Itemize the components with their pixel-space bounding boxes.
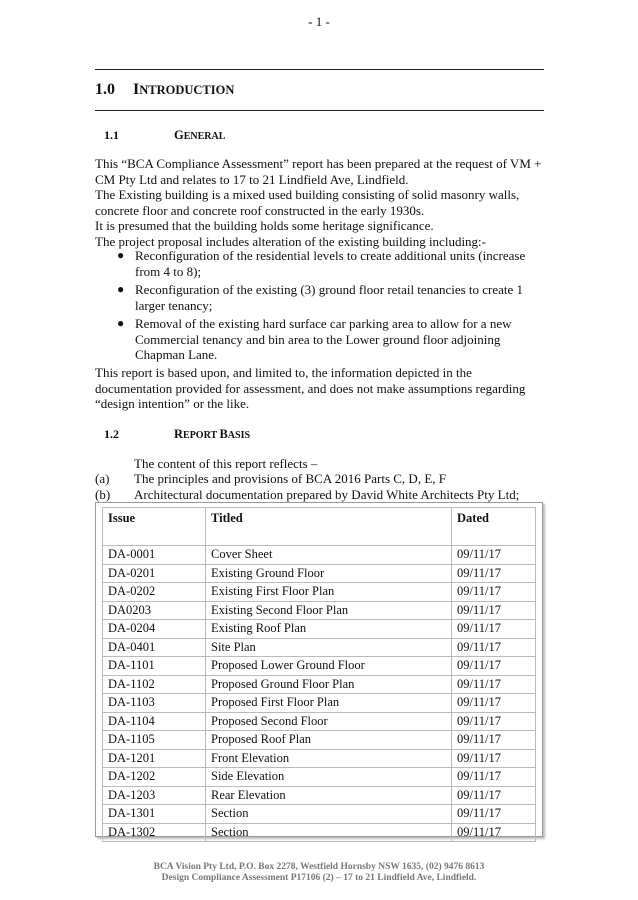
subsection-title-initial: R bbox=[174, 427, 184, 441]
item-label: (b) bbox=[95, 486, 111, 502]
cell-titled: Proposed Lower Ground Floor bbox=[206, 657, 452, 676]
cell-titled: Existing First Floor Plan bbox=[206, 583, 452, 602]
subsection-number: 1.2 bbox=[104, 427, 119, 441]
table-row bbox=[103, 694, 536, 713]
table-row bbox=[103, 805, 536, 824]
footer-line: Design Compliance Assessment P17106 (2) – 17 to 21 Lindfield Ave, Lindfield. bbox=[161, 873, 477, 883]
list-item-text: Reconfiguration of the existing (3) ground floor retail tenancies to create 1 larger tenancy; bbox=[135, 282, 524, 313]
table-row bbox=[103, 823, 536, 842]
table-row bbox=[103, 546, 536, 565]
cell-titled: Side Elevation bbox=[206, 768, 452, 787]
bullet-icon: ● bbox=[117, 316, 125, 330]
list-item bbox=[95, 471, 519, 487]
item-label: (a) bbox=[95, 471, 110, 486]
documentation-table-frame bbox=[95, 502, 543, 837]
section-title-initial: I bbox=[133, 81, 140, 98]
subsection-title-part: ASIS bbox=[227, 430, 251, 441]
table-row bbox=[103, 731, 536, 750]
list-item-text: Removal of the existing hard surface car parking area to allow for a new Commercial tenancy and bin area to the Lower ground floor adjoining Chapman Lane. bbox=[135, 316, 512, 362]
cell-issue: DA0203 bbox=[103, 601, 206, 620]
list-item bbox=[95, 248, 545, 279]
section-number: 1.0 bbox=[95, 81, 115, 98]
cell-titled: Cover Sheet bbox=[206, 546, 452, 565]
cell-issue: DA-1202 bbox=[103, 768, 206, 787]
report-basis-items bbox=[95, 471, 519, 502]
bullet-icon: ● bbox=[117, 282, 125, 296]
cell-dated: 09/11/17 bbox=[452, 620, 536, 639]
cell-dated: 09/11/17 bbox=[452, 786, 536, 805]
report-basis-intro: The content of this report reflects – bbox=[134, 456, 318, 471]
column-header-titled: Titled bbox=[206, 508, 452, 546]
subsection-general-heading bbox=[104, 128, 225, 143]
subsection-title-initial: G bbox=[174, 128, 184, 142]
cell-issue: DA-0401 bbox=[103, 638, 206, 657]
list-item bbox=[95, 282, 545, 313]
cell-dated: 09/11/17 bbox=[452, 805, 536, 824]
proposal-bullet-list bbox=[95, 248, 545, 366]
cell-titled: Section bbox=[206, 823, 452, 842]
list-item-text: Reconfiguration of the residential levels to create additional units (increase from 4 to 8); bbox=[135, 248, 526, 279]
cell-issue: DA-0204 bbox=[103, 620, 206, 639]
cell-titled: Existing Ground Floor bbox=[206, 564, 452, 583]
table-row bbox=[103, 657, 536, 676]
table-row bbox=[103, 749, 536, 768]
cell-dated: 09/11/17 bbox=[452, 694, 536, 713]
heading-bottom-rule bbox=[95, 110, 544, 111]
table-row bbox=[103, 712, 536, 731]
item-text: The principles and provisions of BCA 2016 Parts C, D, E, F bbox=[134, 471, 446, 486]
footer-line: BCA Vision Pty Ltd, P.O. Box 2278, Westfield Hornsby NSW 1635, (02) 9476 8613 bbox=[153, 862, 485, 872]
list-item bbox=[95, 487, 519, 503]
cell-issue: DA-1103 bbox=[103, 694, 206, 713]
table-body bbox=[103, 546, 536, 842]
list-item bbox=[95, 316, 545, 363]
table-header-row bbox=[103, 508, 536, 546]
general-paragraphs bbox=[95, 156, 545, 249]
subsection-title-initial: B bbox=[219, 427, 228, 441]
subsection-report-basis-heading bbox=[104, 427, 250, 442]
cell-dated: 09/11/17 bbox=[452, 768, 536, 787]
cell-titled: Site Plan bbox=[206, 638, 452, 657]
table-row bbox=[103, 564, 536, 583]
paragraph: This “BCA Compliance Assessment” report has been prepared at the request of VM + CM Pty Ltd and relates to 17 to 21 Lindfield Ave, Lindfield. bbox=[95, 156, 542, 187]
cell-dated: 09/11/17 bbox=[452, 546, 536, 565]
cell-titled: Existing Second Floor Plan bbox=[206, 601, 452, 620]
bullet-icon: ● bbox=[117, 248, 125, 262]
column-header-issue: Issue bbox=[103, 508, 206, 546]
table-row bbox=[103, 786, 536, 805]
section-heading bbox=[95, 81, 234, 99]
table-row bbox=[103, 601, 536, 620]
column-header-dated: Dated bbox=[452, 508, 536, 546]
paragraph: It is presumed that the building holds some heritage significance. bbox=[95, 218, 434, 233]
cell-issue: DA-0201 bbox=[103, 564, 206, 583]
cell-titled: Rear Elevation bbox=[206, 786, 452, 805]
table-row bbox=[103, 675, 536, 694]
table-row bbox=[103, 638, 536, 657]
subsection-title-rest: ENERAL bbox=[183, 131, 226, 142]
cell-dated: 09/11/17 bbox=[452, 657, 536, 676]
cell-issue: DA-0001 bbox=[103, 546, 206, 565]
cell-titled: Proposed First Floor Plan bbox=[206, 694, 452, 713]
cell-titled: Proposed Second Floor bbox=[206, 712, 452, 731]
cell-issue: DA-1301 bbox=[103, 805, 206, 824]
cell-issue: DA-1203 bbox=[103, 786, 206, 805]
cell-issue: DA-1201 bbox=[103, 749, 206, 768]
table-row bbox=[103, 620, 536, 639]
cell-dated: 09/11/17 bbox=[452, 749, 536, 768]
cell-dated: 09/11/17 bbox=[452, 823, 536, 842]
cell-dated: 09/11/17 bbox=[452, 712, 536, 731]
subsection-number: 1.1 bbox=[104, 128, 119, 142]
closing-paragraph: This report is based upon, and limited to, the information depicted in the documentation provided for assessment, and does not make assumptions regarding “design intention” or the like. bbox=[95, 365, 526, 411]
heading-top-rule bbox=[95, 69, 544, 70]
paragraph: The Existing building is a mixed used building consisting of solid masonry walls, concrete floor and concrete roof constructed in the early 1930s. bbox=[95, 187, 520, 218]
cell-issue: DA-1302 bbox=[103, 823, 206, 842]
cell-issue: DA-1105 bbox=[103, 731, 206, 750]
table-row bbox=[103, 768, 536, 787]
cell-titled: Existing Roof Plan bbox=[206, 620, 452, 639]
item-text: Architectural documentation prepared by David White Architects Pty Ltd; bbox=[134, 486, 520, 502]
cell-dated: 09/11/17 bbox=[452, 601, 536, 620]
cell-titled: Section bbox=[206, 805, 452, 824]
cell-titled: Front Elevation bbox=[206, 749, 452, 768]
cell-dated: 09/11/17 bbox=[452, 638, 536, 657]
subsection-title-part: EPORT bbox=[183, 430, 220, 441]
section-title-rest: NTRODUCTION bbox=[139, 83, 235, 97]
page-footer bbox=[0, 862, 638, 884]
cell-dated: 09/11/17 bbox=[452, 731, 536, 750]
page-number: - 1 - bbox=[308, 14, 330, 29]
cell-dated: 09/11/17 bbox=[452, 583, 536, 602]
cell-issue: DA-1104 bbox=[103, 712, 206, 731]
cell-dated: 09/11/17 bbox=[452, 564, 536, 583]
paragraph: The project proposal includes alteration of the existing building including:- bbox=[95, 233, 486, 249]
documentation-table bbox=[102, 507, 536, 842]
cell-titled: Proposed Roof Plan bbox=[206, 731, 452, 750]
cell-issue: DA-0202 bbox=[103, 583, 206, 602]
cell-titled: Proposed Ground Floor Plan bbox=[206, 675, 452, 694]
cell-dated: 09/11/17 bbox=[452, 675, 536, 694]
table-row bbox=[103, 583, 536, 602]
cell-issue: DA-1102 bbox=[103, 675, 206, 694]
cell-issue: DA-1101 bbox=[103, 657, 206, 676]
